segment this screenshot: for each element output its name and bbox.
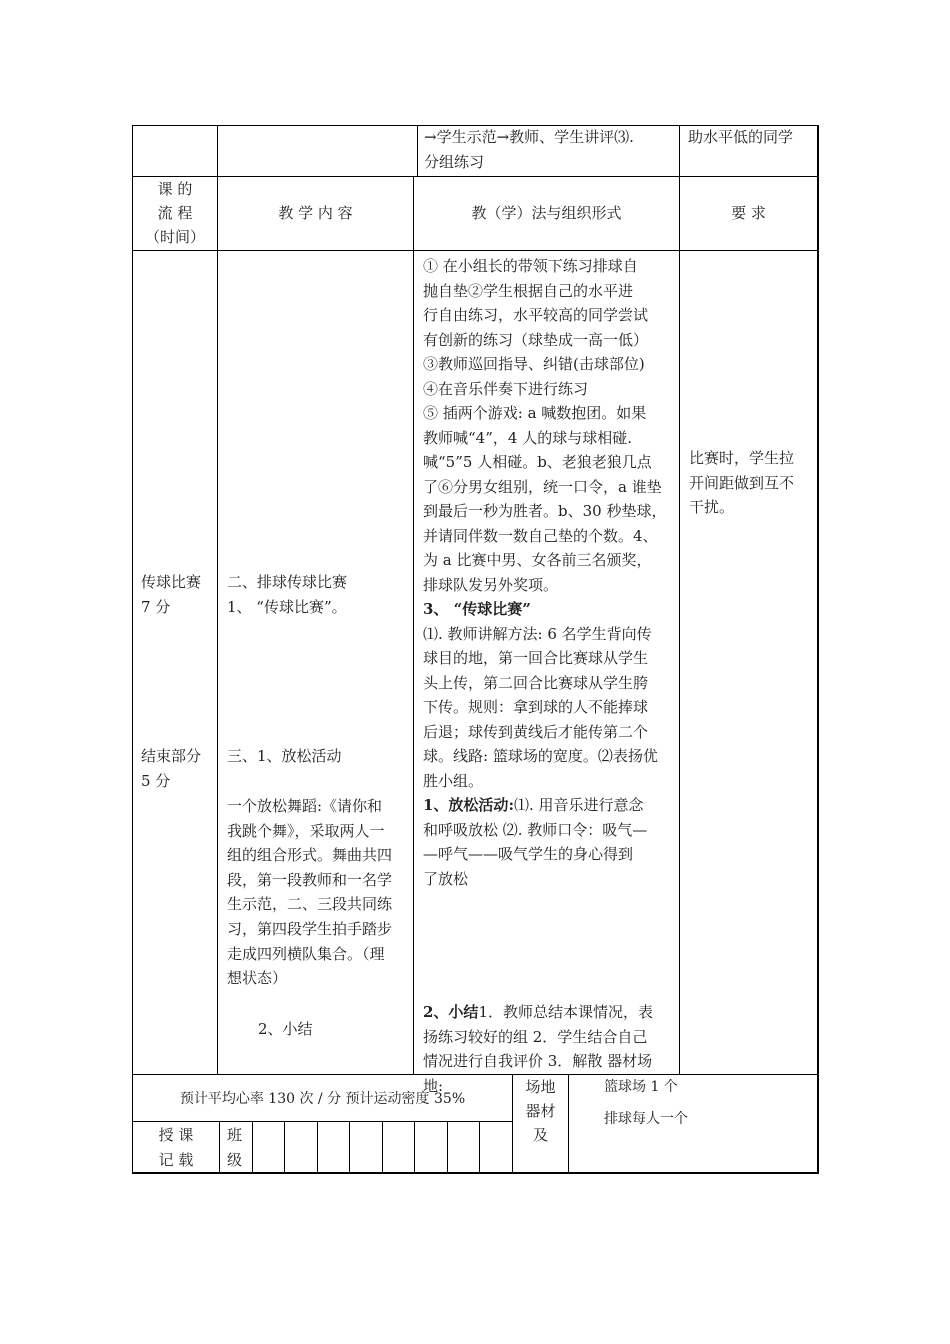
rule-grid-6	[447, 1121, 448, 1172]
rule-grid-1	[284, 1121, 285, 1172]
header-requirements: 要 求	[731, 204, 766, 222]
venue-label-line: 及	[532, 1126, 548, 1144]
method-line: 地:	[423, 1076, 444, 1095]
content-summary: 2、小结	[258, 1020, 313, 1038]
rule-right	[817, 125, 819, 1173]
top-method-text	[424, 125, 634, 174]
method-line: 有创新的练习（球垫成一高一低）	[423, 330, 649, 349]
content-relax-line: 我跳个舞》，采取两人一	[227, 821, 385, 840]
content-relax-line: 组的组合形式。舞曲共四	[227, 846, 393, 865]
method-relax-line: 1、放松活动:⑴. 用音乐进行意念	[423, 796, 644, 814]
rule-grid-3	[349, 1121, 350, 1172]
content-pass-line2: 1、 “传球比赛”。	[227, 598, 347, 616]
venue-label-line: 器材	[525, 1102, 556, 1120]
content-relax-line: 习，第四段学生拍手踏步	[227, 919, 393, 938]
rule-col1	[217, 125, 218, 1074]
rule-header-top	[132, 176, 818, 177]
rule-record-top	[132, 1121, 512, 1122]
content-relax-line: 想状态）	[227, 969, 288, 988]
rule-grid-4	[382, 1121, 383, 1172]
content-relax-text	[227, 794, 392, 991]
method-summary-line: 2、小结1．教师总结本课情况，表	[423, 1003, 653, 1021]
method-line: 到最后一秒为胜者。b、30 秒垫球，	[423, 502, 667, 520]
rule-col3	[679, 125, 680, 1074]
method-line: 扬练习较好的组 2．学生结合自己	[423, 1027, 648, 1046]
flow-pass-title: 传球比赛	[141, 573, 202, 591]
method-line: ⑤ 插两个游戏: a 喊数抱团。如果	[423, 404, 647, 422]
class-label-line: 班	[227, 1126, 243, 1144]
method-line: 后退；球传到黄线后才能传第二个	[423, 722, 649, 741]
method-line: ⑴. 教师讲解方法: 6 名学生背向传	[423, 624, 652, 643]
method-line: 和呼吸放松 ⑵. 教师口令：吸气—	[423, 820, 648, 839]
rule-left	[132, 125, 133, 1173]
method-practice-text	[423, 254, 666, 891]
method-line: 排球队发另外奖项。	[423, 575, 559, 594]
method-line: 抛自垫②学生根据自己的水平进	[423, 281, 634, 300]
method-line: 并请同伴数一数自己垫的个数。4、	[423, 526, 658, 545]
heart-rate-density: 预计平均心率 130 次 / 分 预计运动密度 35%	[179, 1091, 466, 1107]
method-line: ④在音乐伴奏下进行练习	[423, 379, 589, 398]
flow-pass-time: 7 分	[141, 598, 171, 616]
top-method-line: 分组练习	[424, 152, 485, 171]
class-label-line: 级	[227, 1150, 243, 1169]
req-text	[689, 446, 794, 520]
top-method-line: →学生示范→教师、学生讲评⑶.	[424, 128, 634, 146]
venue-label-line: 场地	[525, 1078, 556, 1096]
venue-label	[513, 1075, 568, 1147]
record-label	[133, 1123, 219, 1172]
venue-volleyball: 排球每人一个	[604, 1111, 688, 1127]
rule-grid-2	[317, 1121, 318, 1172]
method-line: 球目的地，第一回合比赛球从学生	[423, 649, 649, 667]
record-label-line: 记 载	[158, 1150, 194, 1169]
header-flow-line: （时间）	[144, 228, 205, 246]
class-label	[227, 1123, 242, 1172]
content-relax-line: 段，第一段教师和一名学	[227, 870, 393, 889]
content-relax-line: 走成四列横队集合。（理	[227, 944, 385, 963]
req-line: 开间距做到互不	[689, 473, 795, 492]
header-flow	[133, 177, 217, 249]
content-relax-title: 三、1、放松活动	[227, 747, 342, 765]
venue-basketball: 篮球场 1 个	[604, 1079, 678, 1095]
rule-grid-7	[479, 1121, 480, 1172]
method-line: 下传。规则：拿到球的人不能捧球	[423, 698, 649, 716]
top-req-text: 助水平低的同学	[688, 128, 794, 146]
header-method: 教（学）法与组织形式	[471, 204, 622, 222]
method-line: 教师喊“4”，4 人的球与球相碰.	[423, 428, 632, 447]
rule-grid-5	[414, 1121, 415, 1172]
rule-header-bottom	[132, 250, 818, 251]
method-line: 球。线路: 篮球场的宽度。⑵表扬优	[423, 747, 658, 765]
content-relax-line: 生示范，二、三段共同练	[227, 895, 393, 914]
rule-col2-top	[417, 125, 418, 176]
rule-table-bottom	[132, 1172, 819, 1174]
req-line: 干扰。	[689, 498, 735, 516]
method-line: 胜小组。	[423, 771, 484, 790]
method-line: 行自由练习，水平较高的同学尝试	[423, 306, 649, 324]
method-line: 了⑥分男女组别，统一口令，a 谁垫	[423, 477, 662, 496]
flow-end-time: 5 分	[141, 772, 171, 790]
header-flow-line: 课 的	[157, 180, 193, 198]
method-line: 为 a 比赛中男、女各前三名颁奖，	[423, 551, 652, 569]
header-flow-line: 流 程	[157, 204, 193, 222]
content-pass-line1: 二、排球传球比赛	[227, 573, 348, 591]
rule-class-label	[252, 1121, 253, 1172]
method-line: ③教师巡回指导、纠错(击球部位)	[423, 355, 645, 373]
method-pass-heading: 3、 “传球比赛”	[423, 600, 531, 618]
method-line: 头上传，第二回合比赛球从学生胯	[423, 673, 649, 692]
header-content: 教 学 内 容	[278, 204, 353, 222]
req-line: 比赛时，学生拉	[689, 449, 795, 467]
rule-record-label	[219, 1121, 220, 1172]
flow-end-title: 结束部分	[141, 747, 202, 765]
content-relax-line: 一个放松舞蹈:《请你和	[227, 797, 383, 815]
rule-col2	[413, 176, 414, 1074]
method-line: 了放松	[423, 869, 469, 888]
method-line: ① 在小组长的带领下练习排球自	[423, 257, 638, 275]
method-line: 情况进行自我评价 3．解散 器材场	[423, 1052, 653, 1070]
record-label-line: 授 课	[158, 1126, 194, 1144]
method-line: —呼气——吸气学生的身心得到	[423, 845, 634, 863]
method-line: 喊“5”5 人相碰。b、老狼老狼几点	[423, 453, 652, 471]
